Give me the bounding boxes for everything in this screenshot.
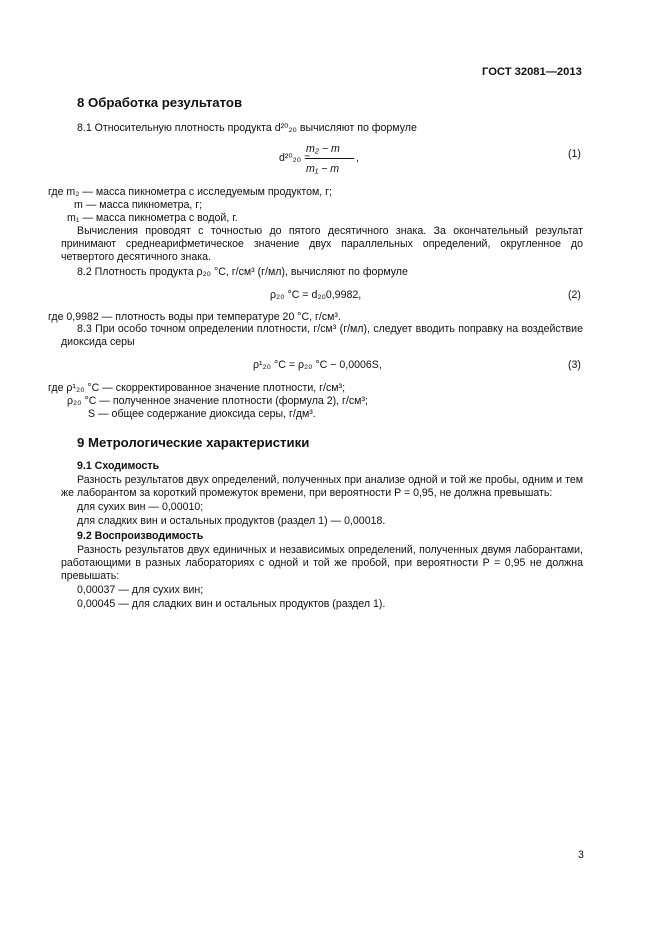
formula-1-numerator: m₂ − m bbox=[306, 143, 340, 155]
clause-8-3-text: 8.3 При особо точном определении плотности, г/см³ (г/мл), следует вводить поправку на воздействие диоксида серы bbox=[61, 323, 583, 348]
formula-1-denominator: m₁ − m bbox=[306, 163, 340, 175]
where-5: где ρ¹₂₀ °C — скорректированное значение плотности, г/см³; bbox=[48, 382, 346, 394]
paragraph-9-2-text: Разность результатов двух единичных и независимых определений, полученных двумя лаборантами, работающими в разных лабораториях с одной и той же пробой, при вероятности P = 0,95 не должна превышать: bbox=[61, 544, 583, 582]
clause-8-2: 8.2 Плотность продукта ρ₂₀ °C, г/см³ (г/мл), вычисляют по формуле bbox=[77, 266, 408, 278]
formula-1-tail: , bbox=[356, 152, 359, 164]
formula-3: ρ¹₂₀ °C = ρ₂₀ °C − 0,0006S, bbox=[253, 359, 382, 371]
reproducibility-dry: 0,00037 — для сухих вин; bbox=[77, 584, 204, 596]
formula-3-number: (3) bbox=[568, 359, 581, 371]
paragraph-9-1 bbox=[61, 474, 583, 500]
formula-1-lhs: d²⁰₂₀ = bbox=[279, 152, 311, 164]
reproducibility-sweet: 0,00045 — для сладких вин и остальных продуктов (раздел 1). bbox=[77, 598, 386, 610]
document-id: ГОСТ 32081—2013 bbox=[482, 66, 582, 78]
calculation-paragraph bbox=[61, 225, 583, 264]
paragraph-9-1-text: Разность результатов двух определений, полученных при анализе одной и той же пробы, одним и тем же лаборантом за короткий промежуток времени, при вероятности P = 0,95, не должна превышать: bbox=[61, 474, 583, 499]
section-8-title: 8 Обработка результатов bbox=[77, 95, 243, 110]
where-4: где 0,9982 — плотность воды при температуре 20 °C, г/см³. bbox=[48, 311, 341, 323]
page-number: 3 bbox=[578, 849, 584, 861]
repeatability-sweet: для сладких вин и остальных продуктов (раздел 1) — 0,00018. bbox=[77, 515, 386, 527]
formula-1-fraction bbox=[306, 139, 356, 177]
clause-8-1: 8.1 Относительную плотность продукта d²⁰₂₀ вычисляют по формуле bbox=[77, 122, 417, 134]
where-2: m — масса пикнометра, г; bbox=[74, 199, 203, 211]
subsection-9-2-title: 9.2 Воспроизводимость bbox=[77, 530, 204, 542]
subsection-9-1-title: 9.1 Сходимость bbox=[77, 460, 160, 472]
fraction-bar bbox=[306, 158, 354, 159]
paragraph-9-2 bbox=[61, 544, 583, 583]
where-7: S — общее содержание диоксида серы, г/дм³. bbox=[88, 408, 316, 420]
where-6: ρ₂₀ °C — полученное значение плотности (формула 2), г/см³; bbox=[67, 395, 368, 407]
repeatability-dry: для сухих вин — 0,00010; bbox=[77, 501, 204, 513]
where-1: где m₂ — масса пикнометра с исследуемым продуктом, г; bbox=[48, 186, 332, 198]
where-3: m₁ — масса пикнометра с водой, г. bbox=[67, 212, 238, 224]
clause-8-3 bbox=[61, 323, 583, 349]
formula-2-number: (2) bbox=[568, 289, 581, 301]
formula-2: ρ₂₀ °C = d₂₀0,9982, bbox=[270, 289, 362, 301]
calculation-text: Вычисления проводят с точностью до пятого десятичного знака. За окончательный результат принимают среднеарифметическое значение двух параллельных определений, округленное до четвертого десятичного знака. bbox=[61, 225, 583, 263]
formula-1-number: (1) bbox=[568, 148, 581, 160]
section-9-title: 9 Метрологические характеристики bbox=[77, 435, 310, 450]
